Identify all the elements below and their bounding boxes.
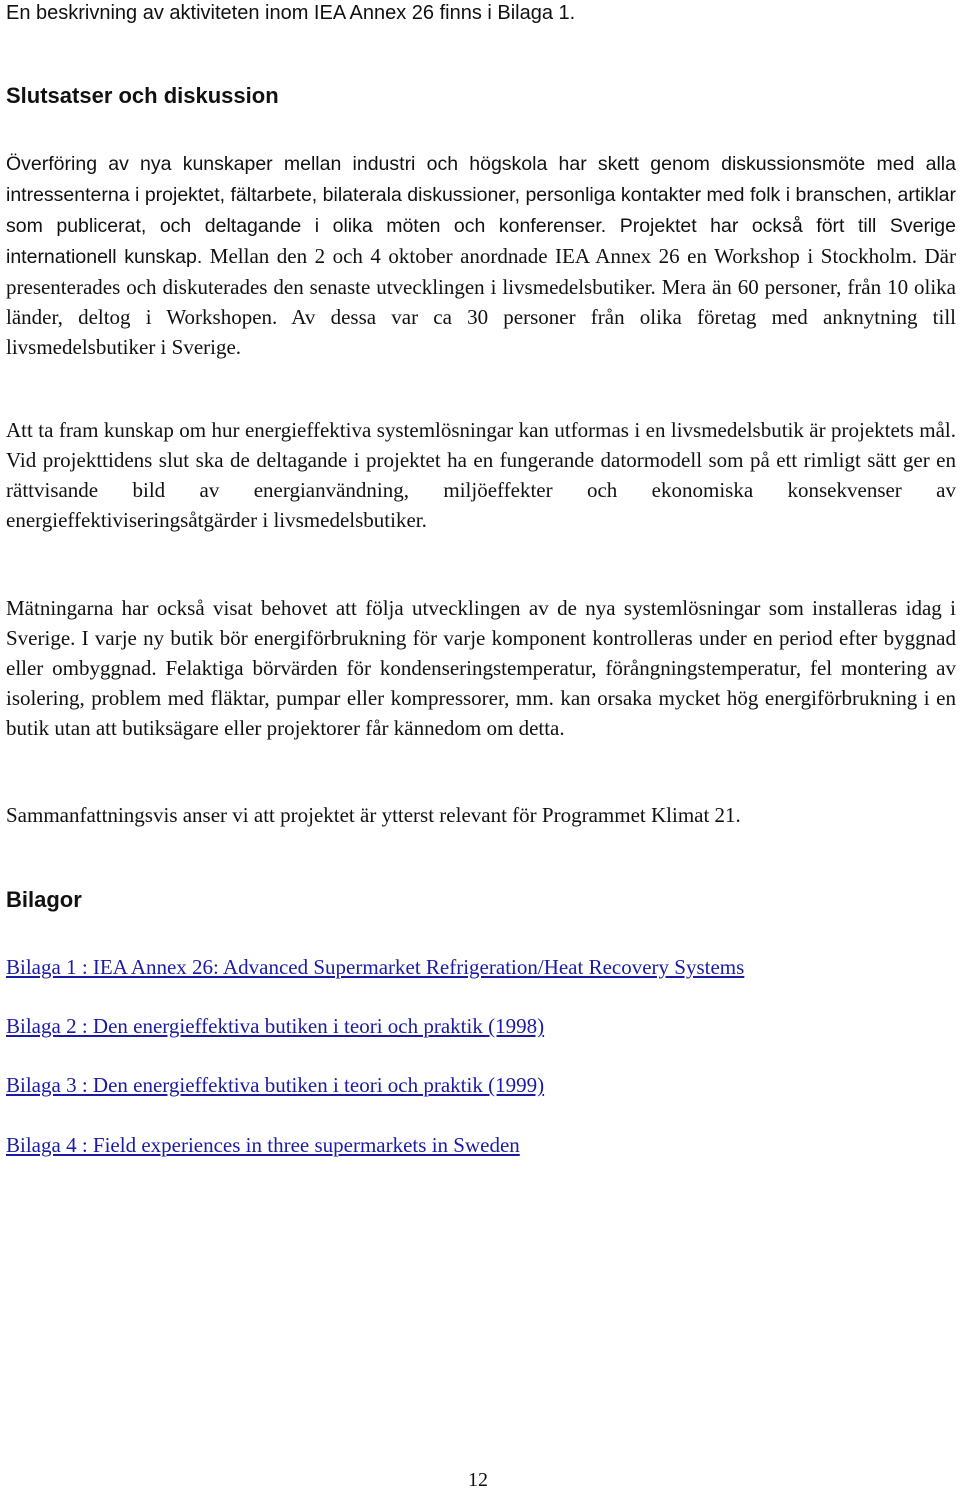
heading-appendices: Bilagor xyxy=(6,887,82,912)
paragraph-knowledge-transfer xyxy=(6,148,956,362)
page-number: 12 xyxy=(468,1469,488,1491)
appendix-link-2[interactable]: Bilaga 2 : Den energieffektiva butiken i teori och praktik (1998) xyxy=(6,1014,545,1038)
paragraph-measurements: Mätningarna har också visat behovet att följa utvecklingen av de nya systemlösningar som installeras idag i Sverige. I varje ny butik bör energiförbrukning för varje komponent kontrolleras under en period efter byggnad eller ombyggnad. Felaktiga börvärden för kondenseringstemperatur, förångningstemperatur, fel montering av isolering, problem med fläktar, pumpar eller kompressorer, mm. kan orsaka mycket hög energiförbrukning i en butik utan att butiksägare eller projektorer får kännedom om detta. xyxy=(6,596,956,740)
appendix-link-4[interactable]: Bilaga 4 : Field experiences in three supermarkets in Sweden xyxy=(6,1133,520,1157)
document-page xyxy=(6,0,956,1492)
intro-text: En beskrivning av aktiviteten inom IEA Annex 26 finns i Bilaga 1. xyxy=(6,2,576,24)
appendix-link-3[interactable]: Bilaga 3 : Den energieffektiva butiken i teori och praktik (1999) xyxy=(6,1073,545,1097)
paragraph-knowledge-transfer-sans-part: Överföring av nya kunskaper mellan industri och högskola har skett genom diskussionsmöte med alla intressenterna i projektet, fältarbete, bilaterala diskussioner, personliga kontakter med folk i branschen, artiklar som publicerat, och deltagande i olika möten och konferenser. Projektet har också fört till Sverige internationell kunskap. xyxy=(6,153,956,268)
paragraph-summary: Sammanfattningsvis anser vi att projektet är ytterst relevant för Programmet Klimat 21. xyxy=(6,803,741,827)
paragraph-project-goal: Att ta fram kunskap om hur energieffektiva systemlösningar kan utformas i en livsmedelsbutik är projektets mål. Vid projekttidens slut ska de deltagande i projektet ha en fungerande datormodell som på ett rimligt sätt ger en rättvisande bild av energianvändning, miljöeffekter och ekonomiska konsekvenser av energieffektiviseringsåtgärder i livsmedelsbutiker. xyxy=(6,418,956,532)
appendix-link-1[interactable]: Bilaga 1 : IEA Annex 26: Advanced Supermarket Refrigeration/Heat Recovery Systems xyxy=(6,955,745,979)
paragraph-knowledge-transfer-serif-part: Mellan den 2 och 4 oktober anordnade IEA Annex 26 en Workshop i Stockholm. Där presenterades och diskuterades den senaste utvecklingen i livsmedelsbutiker. Mera än 60 personer, från 10 olika länder, deltog i Workshopen. Av dessa var ca 30 personer från olika företag med anknytning till livsmedelsbutiker i Sverige. xyxy=(6,244,956,359)
heading-conclusions: Slutsatser och diskussion xyxy=(6,83,279,108)
